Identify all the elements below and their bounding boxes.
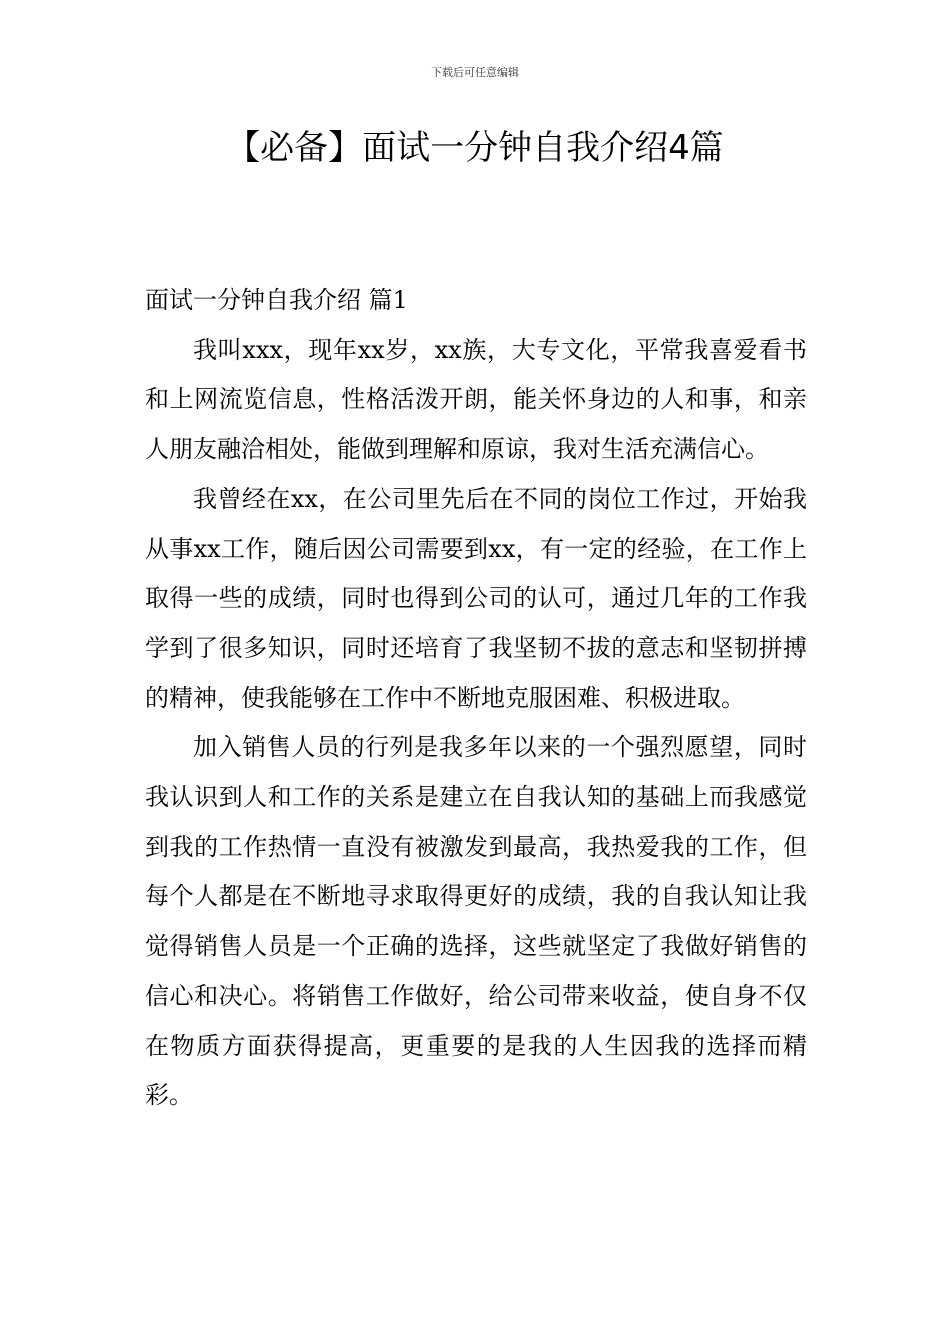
document-title: 【必备】面试一分钟自我介绍4篇 <box>226 128 724 168</box>
paragraph-1: 我叫xxx，现年xx岁，xx族，大专文化，平常我喜爱看书和上网流览信息，性格活泼开朗，能关怀身边的人和事，和亲人朋友融洽相处，能做到理解和原谅，我对生活充满信心。 <box>145 335 807 464</box>
page-header-note: 下载后可任意编辑 <box>431 66 519 79</box>
paragraph-3: 加入销售人员的行列是我多年以来的一个强烈愿望，同时我认识到人和工作的关系是建立在自我认知的基础上而我感觉到我的工作热情一直没有被激发到最高，我热爱我的工作，但每个人都是在不断地寻求取得更好的成绩，我的自我认知让我觉得销售人员是一个正确的选择，这些就坚定了我做好销售的信心和决心。将销售工作做好，给公司带来收益，使自身不仅在物质方面获得提高，更重要的是我的人生因我的选择而精彩。 <box>145 733 807 1110</box>
section-heading: 面试一分钟自我介绍 篇1 <box>145 286 408 314</box>
document-body <box>145 276 807 1121</box>
paragraph-2: 我曾经在xx，在公司里先后在不同的岗位工作过，开始我从事xx工作，随后因公司需要到xx，有一定的经验，在工作上取得一些的成绩，同时也得到公司的认可，通过几年的工作我学到了很多知识，同时还培育了我坚韧不拔的意志和坚韧拼搏的精神，使我能够在工作中不断地克服困难、积极进取。 <box>145 484 807 712</box>
